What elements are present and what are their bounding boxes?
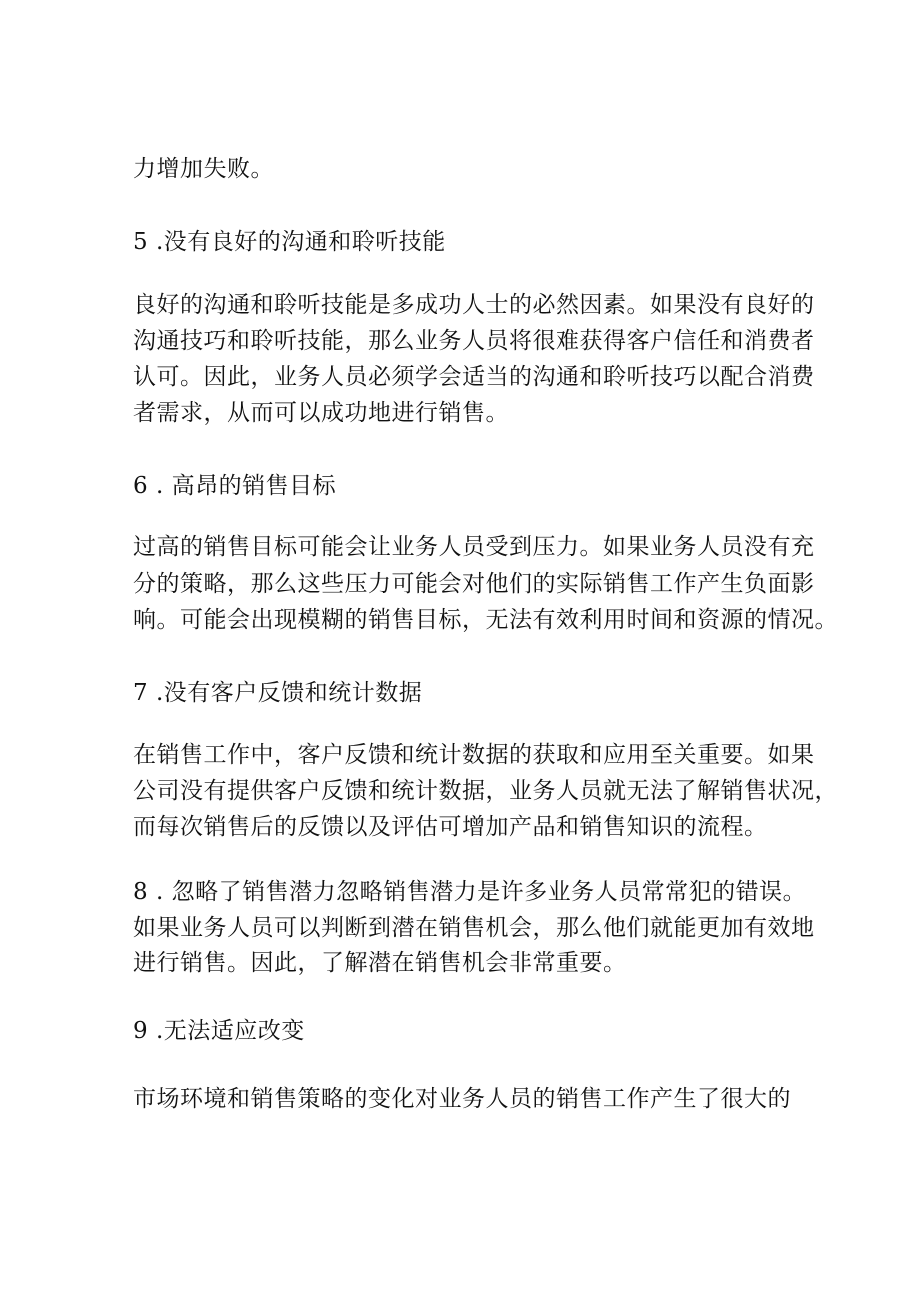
paragraph-line: 分的策略，那么这些压力可能会对他们的实际销售工作产生负面影 [133, 571, 815, 597]
section-heading-9: 9 .无法适应改变 [133, 1018, 305, 1044]
paragraph-line: 沟通技巧和聆听技能，那么业务人员将很难获得客户信任和消费者 [133, 328, 815, 354]
section-heading-7: 7 .没有客户反馈和统计数据 [133, 680, 423, 706]
paragraph-line: 者需求，从而可以成功地进行销售。 [133, 400, 509, 426]
paragraph-line: 进行销售。因此，了解潜在销售机会非常重要。 [133, 950, 627, 976]
paragraph-line: 市场环境和销售策略的变化对业务人员的销售工作产生了很大的 [133, 1086, 791, 1112]
paragraph-line: 过高的销售目标可能会让业务人员受到压力。如果业务人员没有充 [133, 534, 815, 560]
paragraph-line: 在销售工作中，客户反馈和统计数据的获取和应用至关重要。如果 [133, 742, 815, 768]
section-heading-5: 5 .没有良好的沟通和聆听技能 [133, 229, 446, 255]
section-heading-6: 6 . 高昂的销售目标 [133, 473, 337, 499]
paragraph-line: 公司没有提供客户反馈和统计数据，业务人员就无法了解销售状况， [133, 778, 838, 804]
paragraph-line: 如果业务人员可以判断到潜在销售机会，那么他们就能更加有效地 [133, 915, 815, 941]
paragraph-line: 良好的沟通和聆听技能是多成功人士的必然因素。如果没有良好的 [133, 292, 815, 318]
paragraph-line: 响。可能会出现模糊的销售目标，无法有效利用时间和资源的情况。 [133, 607, 838, 633]
section-heading-8: 8 . 忽略了销售潜力忽略销售潜力是许多业务人员常常犯的错误。 [133, 879, 807, 905]
paragraph-line: 认可。因此，业务人员必须学会适当的沟通和聆听技巧以配合消费 [133, 364, 815, 390]
paragraph-line: 力增加失败。 [133, 156, 274, 182]
paragraph-line: 而每次销售后的反馈以及评估可增加产品和销售知识的流程。 [133, 814, 768, 840]
